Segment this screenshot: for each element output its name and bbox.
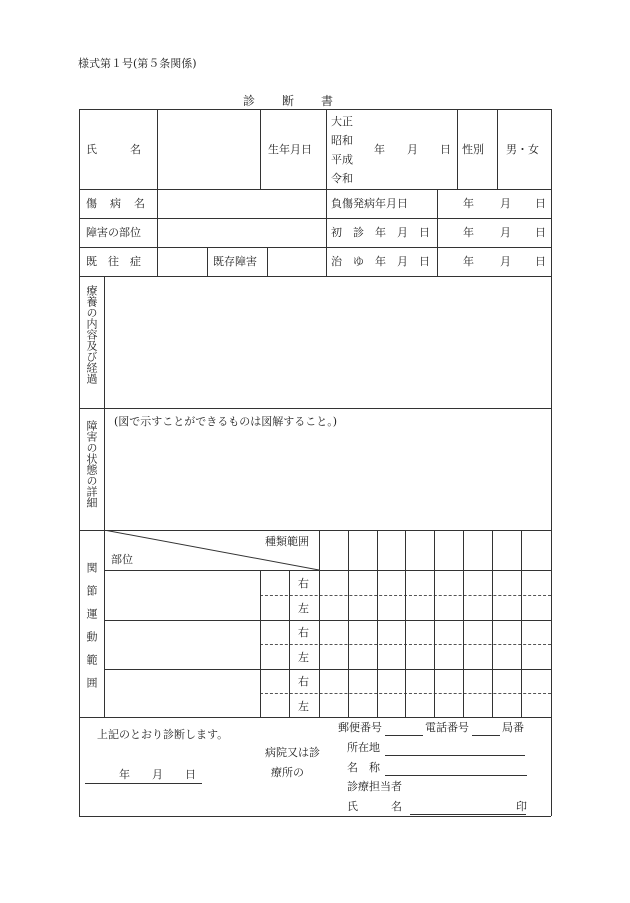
left-label: 左 bbox=[298, 602, 309, 615]
existing-disability-field[interactable] bbox=[268, 248, 325, 275]
hospital-label-1: 病院又は診 bbox=[265, 746, 320, 759]
diagram-note: (図で示すことができるものは図解すること。) bbox=[114, 415, 338, 428]
page-title: 診 断 書 bbox=[243, 94, 335, 108]
cure-date-label: 治 ゆ 年 月 日 bbox=[331, 255, 430, 268]
doctor-name-label: 氏 名 bbox=[347, 800, 402, 813]
era-taisho: 大正 bbox=[331, 115, 353, 128]
history-label: 既 往 症 bbox=[86, 255, 141, 268]
statement: 上記のとおり診断します。 bbox=[97, 728, 229, 741]
disability-site-label: 障害の部位 bbox=[86, 226, 141, 239]
era-reiwa: 令和 bbox=[331, 172, 353, 185]
injury-date-label: 負傷発病年月日 bbox=[331, 197, 408, 210]
gender-label: 性別 bbox=[462, 143, 484, 156]
disability-detail-field[interactable] bbox=[105, 430, 550, 529]
disease-field[interactable] bbox=[158, 190, 325, 217]
phone-label: 電話番号 bbox=[425, 721, 469, 734]
cure-month: 月 bbox=[500, 255, 511, 268]
address-label: 所在地 bbox=[347, 741, 380, 754]
birthdate-ymd: 年 月 日 bbox=[374, 143, 451, 156]
site-label: 部位 bbox=[111, 553, 133, 566]
ext-label: 局番 bbox=[502, 721, 524, 734]
first-visit-month: 月 bbox=[500, 226, 511, 239]
injury-year: 年 bbox=[463, 197, 474, 210]
cure-day: 日 bbox=[535, 255, 546, 268]
gender-options[interactable]: 男・女 bbox=[506, 143, 539, 156]
name-label: 氏 名 bbox=[86, 143, 141, 156]
disability-site-field[interactable] bbox=[158, 219, 325, 246]
left-label: 左 bbox=[298, 700, 309, 713]
name-field[interactable] bbox=[158, 110, 259, 188]
postal-label: 郵便番号 bbox=[338, 721, 382, 734]
disability-detail-label: 障害の状態の詳細 bbox=[85, 420, 98, 508]
joint-rom-label: 関節運動範囲 bbox=[85, 562, 98, 700]
first-visit-label: 初 診 年 月 日 bbox=[331, 226, 430, 239]
treatment-field[interactable] bbox=[105, 277, 550, 407]
doctor-label: 診療担当者 bbox=[347, 780, 402, 793]
injury-month: 月 bbox=[500, 197, 511, 210]
cure-year: 年 bbox=[463, 255, 474, 268]
right-label: 右 bbox=[298, 626, 309, 639]
disease-label: 傷 病 名 bbox=[86, 197, 146, 210]
first-visit-year: 年 bbox=[463, 226, 474, 239]
right-label: 右 bbox=[298, 577, 309, 590]
birthdate-label: 生年月日 bbox=[268, 143, 312, 156]
existing-disability-label: 既存障害 bbox=[213, 255, 257, 268]
hospital-label-2: 療所の bbox=[271, 766, 304, 779]
facility-name-label: 名 称 bbox=[347, 761, 380, 774]
first-visit-day: 日 bbox=[535, 226, 546, 239]
era-showa: 昭和 bbox=[331, 134, 353, 147]
treatment-label: 療養の内容及び経過 bbox=[85, 285, 98, 384]
footer-date: 年 月 日 bbox=[119, 768, 196, 781]
right-label: 右 bbox=[298, 675, 309, 688]
form-number: 様式第１号(第５条関係) bbox=[78, 57, 197, 70]
history-field[interactable] bbox=[158, 248, 206, 275]
era-heisei: 平成 bbox=[331, 153, 353, 166]
type-range-label: 種類範囲 bbox=[265, 535, 309, 548]
left-label: 左 bbox=[298, 651, 309, 664]
seal-label: 印 bbox=[516, 800, 527, 813]
injury-day: 日 bbox=[535, 197, 546, 210]
